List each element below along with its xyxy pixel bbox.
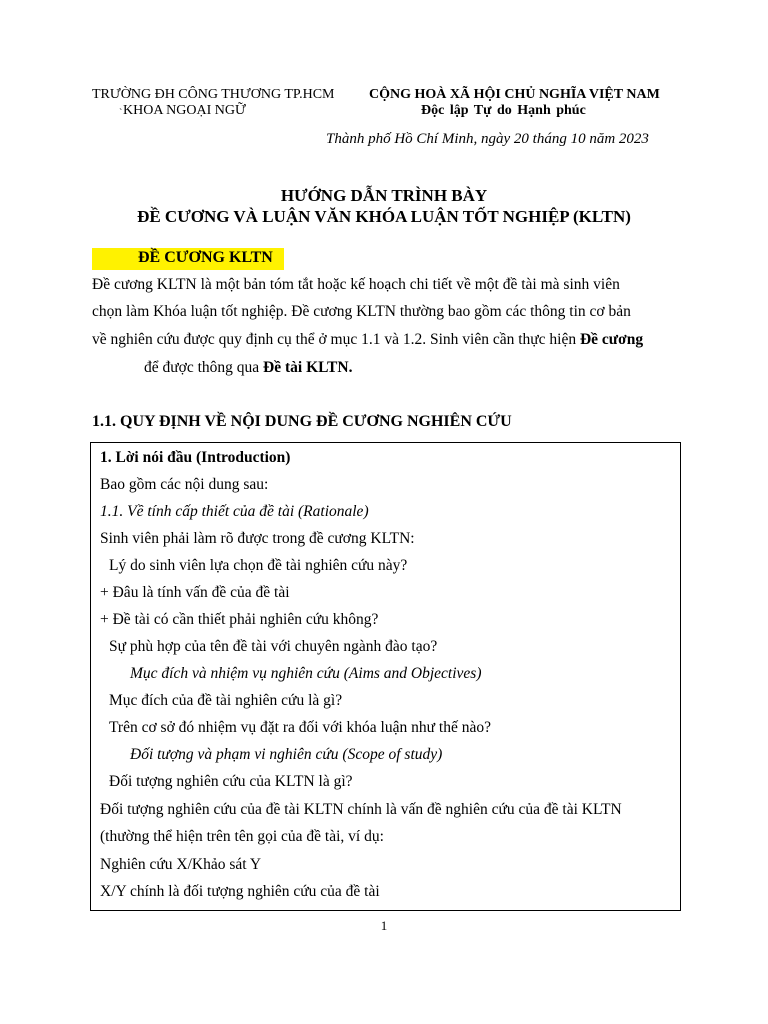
document-title-line2: ĐỀ CƯƠNG VÀ LUẬN VĂN KHÓA LUẬN TỐT NGHIỆP (KLTN) <box>137 207 631 226</box>
intro-line-4-bold: Đề tài KLTN. <box>263 359 353 376</box>
box-line: Sinh viên phải làm rõ được trong đề cương KLTN: <box>100 530 415 547</box>
section-heading: ĐỀ CƯƠNG KLTN <box>138 249 273 266</box>
box-line: X/Y chính là đối tượng nghiên cứu của đề tài <box>100 883 380 900</box>
faculty-name: KHOA NGOẠI NGỮ <box>123 103 246 118</box>
document-date: Thành phố Hồ Chí Minh, ngày 20 tháng 10 năm 2023 <box>326 131 649 147</box>
intro-line-4 <box>144 359 352 377</box>
university-name: TRƯỜNG ĐH CÔNG THƯƠNG TP.HCM <box>92 87 335 102</box>
subsection-title: 1.1. QUY ĐỊNH VỀ NỘI DUNG ĐỀ CƯƠNG NGHIÊN CỨU <box>92 413 512 430</box>
intro-line-2: chọn làm Khóa luận tốt nghiệp. Đề cương KLTN thường bao gồm các thông tin cơ bản <box>92 303 631 320</box>
box-line: Mục đích và nhiệm vụ nghiên cứu (Aims and Objectives) <box>130 665 482 682</box>
stray-mark: ` <box>119 108 123 119</box>
box-line: Mục đích của đề tài nghiên cứu là gì? <box>109 692 343 709</box>
box-line: + Đề tài có cần thiết phải nghiên cứu không? <box>100 611 379 628</box>
intro-line-1: Đề cương KLTN là một bản tóm tắt hoặc kế hoạch chi tiết về một đề tài mà sinh viên <box>92 276 620 293</box>
box-line: Trên cơ sở đó nhiệm vụ đặt ra đối với khóa luận như thế nào? <box>109 719 491 736</box>
intro-line-4-text: để được thông qua <box>144 359 264 376</box>
box-line: 1.1. Về tính cấp thiết của đề tài (Rationale) <box>100 503 369 520</box>
box-line: + Đâu là tính vấn đề của đề tài <box>100 584 290 601</box>
box-line: (thường thể hiện trên tên gọi của đề tài, ví dụ: <box>100 828 384 845</box>
box-line: Lý do sinh viên lựa chọn đề tài nghiên cứu này? <box>109 557 408 574</box>
box-line: Bao gồm các nội dung sau: <box>100 476 269 493</box>
intro-line-3 <box>92 331 643 349</box>
box-line: Sự phù hợp của tên đề tài với chuyên ngành đào tạo? <box>109 638 438 655</box>
box-line: Nghiên cứu X/Khảo sát Y <box>100 856 262 873</box>
document-title-line1: HƯỚNG DẪN TRÌNH BÀY <box>280 186 488 205</box>
box-line: Đối tượng nghiên cứu của KLTN là gì? <box>109 773 353 790</box>
box-line: Đối tượng và phạm vi nghiên cứu (Scope of study) <box>130 746 443 763</box>
national-title: CỘNG HOÀ XÃ HỘI CHỦ NGHĨA VIỆT NAM <box>369 87 660 102</box>
intro-line-3-bold: Đề cương <box>579 331 644 348</box>
page-number: 1 <box>380 918 388 933</box>
box-heading: 1. Lời nói đầu (Introduction) <box>100 449 291 466</box>
intro-line-3-text: về nghiên cứu được quy định cụ thể ở mục 1.1 và 1.2. Sinh viên cần thực hiện <box>92 331 580 348</box>
national-motto: Độc lập Tự do Hạnh phúc <box>421 103 586 118</box>
box-line: Đối tượng nghiên cứu của đề tài KLTN chính là vấn đề nghiên cứu của đề tài KLTN <box>100 801 622 818</box>
